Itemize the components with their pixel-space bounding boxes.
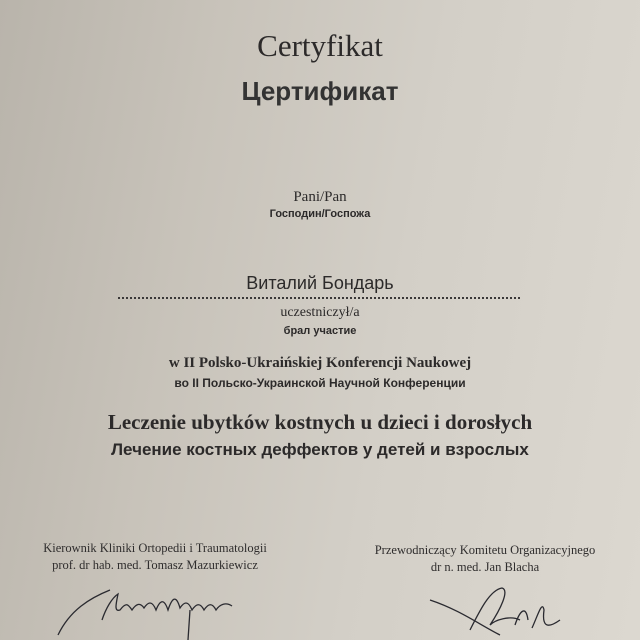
signatory-right bbox=[355, 542, 615, 576]
salutation-russian: Господин/Госпожа bbox=[269, 208, 371, 220]
participated-russian: брал участие bbox=[283, 325, 357, 337]
name-dotted-line bbox=[118, 297, 520, 299]
conference-polish: w II Polsko-Ukraińskiej Konferencji Naukowej bbox=[168, 355, 472, 371]
signatory-left bbox=[25, 540, 285, 574]
title-russian: Цертификат bbox=[241, 76, 399, 106]
signatory-right-name: dr n. med. Jan Blacha bbox=[430, 560, 540, 574]
topic-russian: Лечение костных деффектов у детей и взрослых bbox=[111, 440, 529, 459]
signature-left bbox=[40, 580, 260, 640]
title-polish: Certyfikat bbox=[257, 28, 383, 63]
topic-polish: Leczenie ubytków kostnych u dzieci i dorosłych bbox=[107, 410, 533, 434]
conference-russian: во II Польско-Украинской Научной Конференции bbox=[174, 376, 466, 390]
salutation-polish: Pani/Pan bbox=[293, 189, 347, 205]
signatory-left-name: prof. dr hab. med. Tomasz Mazurkiewicz bbox=[52, 558, 258, 572]
signatory-right-role: Przewodniczący Komitetu Organizacyjnego bbox=[374, 543, 596, 557]
participated-polish: uczestniczył/a bbox=[280, 305, 360, 320]
signature-right bbox=[420, 580, 570, 640]
recipient-name: Виталий Бондарь bbox=[246, 273, 394, 293]
signatory-left-role: Kierownik Kliniki Ortopedii i Traumatologii bbox=[43, 541, 267, 555]
